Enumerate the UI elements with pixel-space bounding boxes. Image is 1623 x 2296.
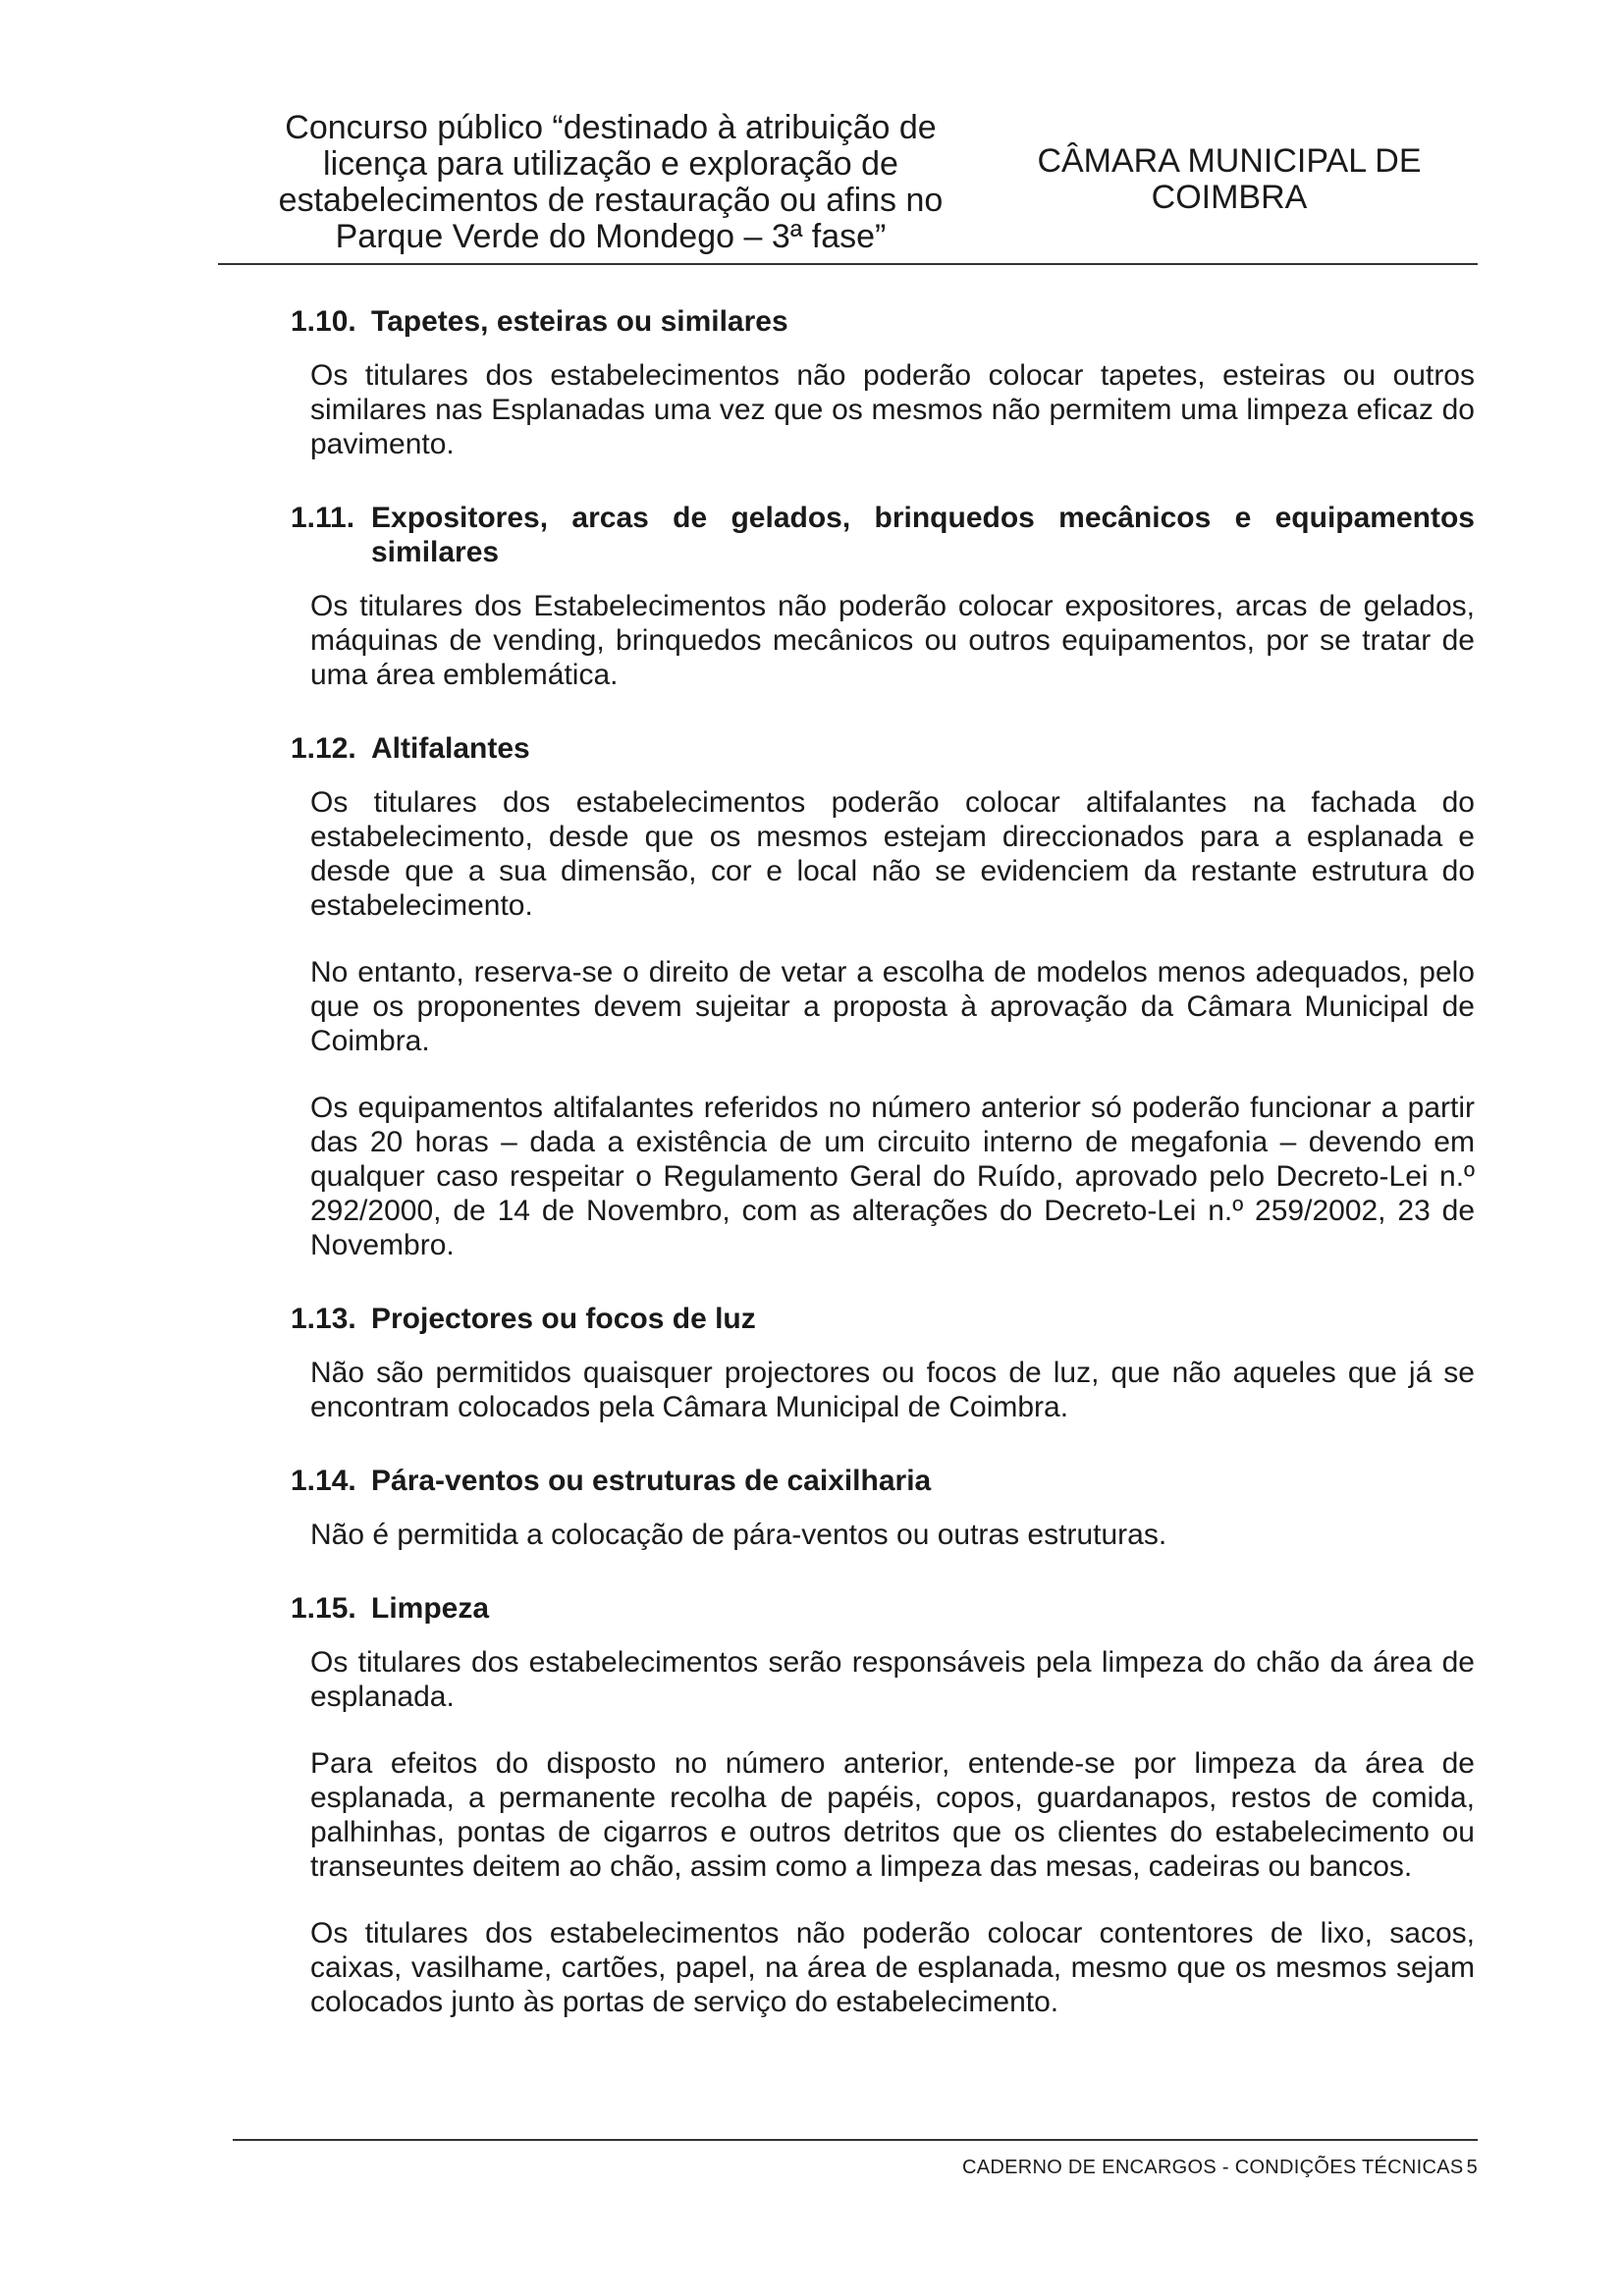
header-divider bbox=[218, 263, 1478, 265]
paragraph: Para efeitos do disposto no número anterior, entende-se por limpeza da área de esplanada, a permanente recolha de papéis, copos, guardanapos, restos de comida, palhinhas, pontas de cigarros e outros detritos que os clientes do estabelecimento ou transeuntes deitem ao chão, assim como a limpeza das mesas, cadeiras ou bancos. bbox=[310, 1747, 1475, 1883]
paragraph: Não são permitidos quaisquer projectores ou focos de luz, que não aqueles que já se encontram colocados pela Câmara Municipal de Coimbra. bbox=[310, 1357, 1475, 1423]
section-heading bbox=[291, 1591, 1475, 1626]
section-heading bbox=[291, 1464, 1475, 1498]
header-organization-line: CÂMARA MUNICIPAL DE bbox=[1037, 142, 1422, 180]
section-heading bbox=[291, 1302, 1475, 1336]
paragraph: Os titulares dos estabelecimentos poderão colocar altifalantes na fachada do estabelecimento, desde que os mesmos estejam direccionados para a esplanada e desde que a sua dimensão, cor e local não se evidenciem da restante estrutura do estabelecimento. bbox=[310, 786, 1475, 922]
section-title: Expositores, arcas de gelados, brinquedos mecânicos e equipamentos similares bbox=[371, 502, 1475, 568]
paragraph: Os titulares dos estabelecimentos serão responsáveis pela limpeza do chão da área de esplanada. bbox=[310, 1646, 1475, 1713]
section-title: Limpeza bbox=[371, 1592, 490, 1625]
header-tender-line: Parque Verde do Mondego – 3ª fase” bbox=[335, 218, 887, 255]
footer-document-title: CADERNO DE ENCARGOS - CONDIÇÕES TÉCNICAS bbox=[961, 2157, 1464, 2178]
header-tender-line: Concurso público “destinado à atribuição de bbox=[285, 109, 937, 146]
section-number: 1.10. bbox=[291, 305, 356, 338]
section-number: 1.12. bbox=[291, 732, 356, 765]
section-1-14 bbox=[291, 1464, 1475, 1552]
section-number: 1.13. bbox=[291, 1303, 356, 1335]
section-title: Altifalantes bbox=[371, 732, 530, 765]
section-1-13 bbox=[291, 1302, 1475, 1424]
paragraph: Os equipamentos altifalantes referidos no número anterior só poderão funcionar a partir das 20 horas – dada a existência de um circuito interno de megafonia – devendo em qualquer caso respeitar o Regulamento Geral do Ruído, aprovado pelo Decreto-Lei n.º 292/2000, de 14 de Novembro, com as alterações do Decreto-Lei n.º 259/2002, 23 de Novembro. bbox=[310, 1092, 1475, 1261]
page-number: 5 bbox=[1466, 2157, 1478, 2178]
paragraph: Não é permitida a colocação de pára-ventos ou outras estruturas. bbox=[310, 1519, 1167, 1551]
section-1-12 bbox=[291, 731, 1475, 1262]
section-1-11 bbox=[291, 501, 1475, 692]
paragraph: No entanto, reserva-se o direito de vetar a escolha de modelos menos adequados, pelo que os proponentes devem sujeitar a proposta à aprovação da Câmara Municipal de Coimbra. bbox=[310, 956, 1475, 1057]
paragraph: Os titulares dos estabelecimentos não poderão colocar tapetes, esteiras ou outros similares nas Esplanadas uma vez que os mesmos não permitem uma limpeza eficaz do pavimento. bbox=[310, 359, 1475, 460]
section-number: 1.14. bbox=[291, 1465, 356, 1497]
header-organization bbox=[1003, 143, 1455, 216]
section-heading bbox=[291, 731, 1475, 766]
section-heading bbox=[291, 501, 1475, 569]
section-title: Pára-ventos ou estruturas de caixilharia bbox=[371, 1465, 932, 1497]
header-organization-line: COIMBRA bbox=[1151, 179, 1308, 216]
header-tender-line: estabelecimentos de restauração ou afins no bbox=[278, 182, 944, 219]
paragraph: Os titulares dos Estabelecimentos não poderão colocar expositores, arcas de gelados, máquinas de vending, brinquedos mecânicos ou outros equipamentos, por se tratar de uma área emblemática. bbox=[310, 590, 1475, 691]
section-title: Tapetes, esteiras ou similares bbox=[371, 305, 788, 338]
section-title: Projectores ou focos de luz bbox=[371, 1303, 756, 1335]
section-number: 1.11. bbox=[291, 502, 355, 534]
section-heading bbox=[291, 304, 1475, 339]
header-tender-line: licença para utilização e exploração de bbox=[323, 145, 898, 183]
page-header bbox=[218, 110, 1478, 263]
section-number: 1.15. bbox=[291, 1592, 356, 1625]
page-footer bbox=[962, 2157, 1478, 2179]
header-tender-title bbox=[218, 110, 1003, 255]
footer-divider bbox=[233, 2139, 1478, 2141]
document-body bbox=[291, 304, 1475, 2058]
section-1-15 bbox=[291, 1591, 1475, 2019]
paragraph: Os titulares dos estabelecimentos não poderão colocar contentores de lixo, sacos, caixas, vasilhame, cartões, papel, na área de esplanada, mesmo que os mesmos sejam colocados junto às portas de serviço do estabelecimento. bbox=[310, 1917, 1475, 2018]
section-1-10 bbox=[291, 304, 1475, 461]
